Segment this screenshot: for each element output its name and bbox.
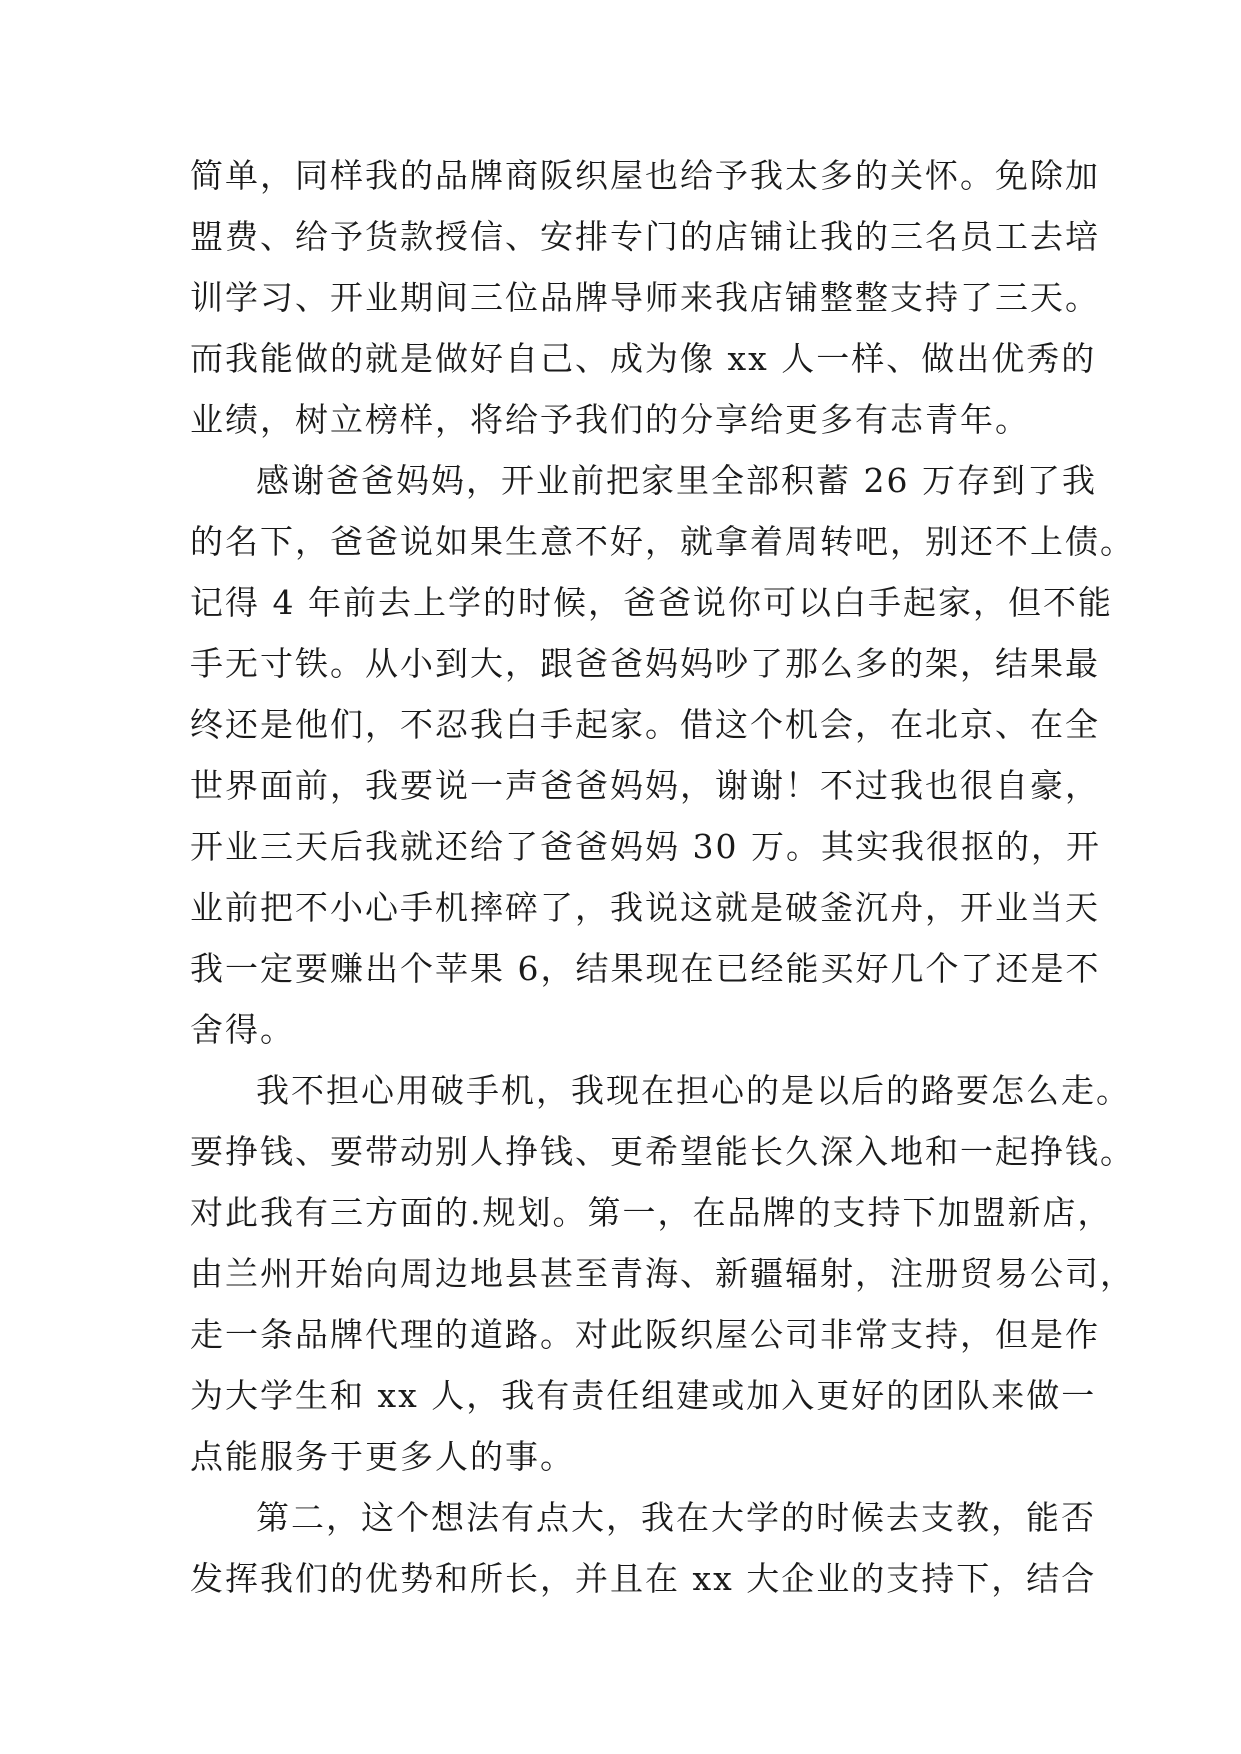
- text-line: 盟费、给予货款授信、安排专门的店铺让我的三名员工去培: [190, 217, 1100, 256]
- text-line: 我一定要赚出个苹果 6，结果现在已经能买好几个了还是不: [190, 949, 1101, 988]
- text-line: 训学习、开业期间三位品牌导师来我店铺整整支持了三天。: [190, 278, 1100, 317]
- text-line: 业绩，树立榜样，将给予我们的分享给更多有志青年。: [190, 400, 1030, 439]
- text-line: 的名下，爸爸说如果生意不好，就拿着周转吧，别还不上债。: [190, 522, 1135, 561]
- text-line: 简单，同样我的品牌商阪织屋也给予我太多的关怀。免除加: [190, 156, 1100, 195]
- text-line: 世界面前，我要说一声爸爸妈妈，谢谢！不过我也很自豪，: [190, 766, 1100, 805]
- paragraph-4: [190, 1487, 1097, 1609]
- text-line: 记得 4 年前去上学的时候，爸爸说你可以白手起家，但不能: [190, 583, 1113, 622]
- text-line: 而我能做的就是做好自己、成为像 xx 人一样、做出优秀的: [190, 339, 1097, 378]
- text-line: 由兰州开始向周边地县甚至青海、新疆辐射，注册贸易公司，: [190, 1254, 1135, 1293]
- text-line: 发挥我们的优势和所长，并且在 xx 大企业的支持下，结合: [190, 1559, 1097, 1598]
- text-line: 为大学生和 xx 人，我有责任组建或加入更好的团队来做一: [190, 1376, 1097, 1415]
- text-line: 要挣钱、要带动别人挣钱、更希望能长久深入地和一起挣钱。: [190, 1132, 1135, 1171]
- text-line: 舍得。: [190, 1010, 295, 1049]
- paragraph-1: [190, 145, 1100, 450]
- text-line: 终还是他们，不忍我白手起家。借这个机会，在北京、在全: [190, 705, 1100, 744]
- document-body: [190, 145, 1135, 1609]
- text-line: 对此我有三方面的.规划。第一，在品牌的支持下加盟新店，: [190, 1193, 1113, 1232]
- text-line: 我不担心用破手机，我现在担心的是以后的路要怎么走。: [256, 1071, 1131, 1110]
- text-line: 开业三天后我就还给了爸爸妈妈 30 万。其实我很抠的，开: [190, 827, 1101, 866]
- paragraph-2: [190, 450, 1135, 1060]
- text-line: 感谢爸爸妈妈，开业前把家里全部积蓄 26 万存到了我: [256, 461, 1097, 500]
- text-line: 业前把不小心手机摔碎了，我说这就是破釜沉舟，开业当天: [190, 888, 1100, 927]
- text-line: 走一条品牌代理的道路。对此阪织屋公司非常支持，但是作: [190, 1315, 1100, 1354]
- text-line: 点能服务于更多人的事。: [190, 1437, 575, 1476]
- text-line: 第二，这个想法有点大，我在大学的时候去支教，能否: [256, 1498, 1096, 1537]
- paragraph-3: [190, 1060, 1135, 1487]
- text-line: 手无寸铁。从小到大，跟爸爸妈妈吵了那么多的架，结果最: [190, 644, 1100, 683]
